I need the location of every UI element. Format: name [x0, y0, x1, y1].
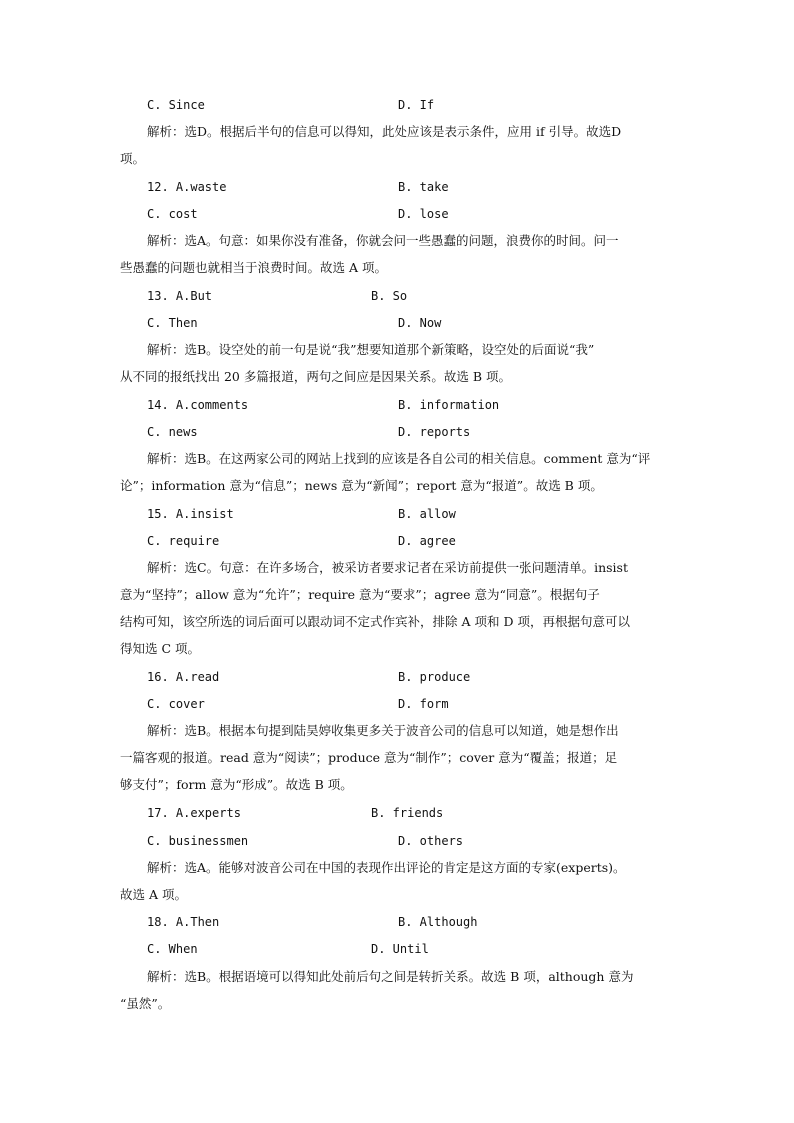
q11-option-d: D. If [398, 98, 435, 112]
q14-analysis-line: 解析：选B。在这两家公司的网站上找到的应该是各自公司的相关信息。comment 意为“评 [147, 451, 651, 466]
q18-analysis-line: 解析：选B。根据语境可以得知此处前后句之间是转折关系。故选 B 项，although 意为 [147, 969, 634, 984]
q12-option-d: D. lose [398, 207, 449, 221]
q15-analysis-line: 意为“坚持”；allow 意为“允许”；require 意为“要求”；agree 意为“同意”。根据句子 [120, 587, 600, 602]
q13-option-b: B. So [371, 289, 408, 303]
q14-analysis-line: 论”；information 意为“信息”；news 意为“新闻”；report 意为“报道”。故选 B 项。 [120, 478, 603, 493]
q11-option-c: C. Since [147, 98, 205, 112]
q13-option-a: 13. A.But [147, 289, 213, 303]
q15-analysis-line: 得知选 C 项。 [120, 641, 201, 656]
q16-analysis-line: 一篇客观的报道。read 意为“阅读”；produce 意为“制作”；cover 意为“覆盖；报道；足 [120, 750, 618, 765]
q14-option-b: B. information [398, 398, 500, 412]
q16-option-a: 16. A.read [147, 670, 220, 684]
q18-analysis-line: “虽然”。 [120, 996, 171, 1011]
q16-option-d: D. form [398, 697, 449, 711]
q17-analysis-line: 故选 A 项。 [120, 887, 187, 902]
q17-option-d: D. others [398, 834, 464, 848]
q11-analysis-line: 项。 [120, 151, 146, 166]
q16-analysis-line: 解析：选B。根据本句提到陆昊婷收集更多关于波音公司的信息可以知道，她是想作出 [147, 723, 619, 738]
q13-analysis-line: 解析：选B。设空处的前一句是说“我”想要知道那个新策略，设空处的后面说“我” [147, 342, 595, 357]
q15-analysis-line: 结构可知，该空所选的词后面可以跟动词不定式作宾补，排除 A 项和 D 项，再根据句意可以 [120, 614, 630, 629]
q13-option-c: C. Then [147, 316, 198, 330]
q17-option-a: 17. A.experts [147, 806, 241, 820]
q18-option-a: 18. A.Then [147, 915, 220, 929]
q15-option-d: D. agree [398, 534, 456, 548]
q17-option-c: C. businessmen [147, 834, 249, 848]
q16-option-c: C. cover [147, 697, 205, 711]
q15-option-a: 15. A.insist [147, 507, 234, 521]
q12-option-a: 12. A.waste [147, 180, 227, 194]
q12-option-b: B. take [398, 180, 449, 194]
q14-option-a: 14. A.comments [147, 398, 249, 412]
q15-option-c: C. require [147, 534, 220, 548]
q18-option-b: B. Although [398, 915, 478, 929]
q15-analysis-line: 解析：选C。句意：在许多场合，被采访者要求记者在采访前提供一张问题清单。insist [147, 560, 628, 575]
q18-option-c: C. When [147, 942, 198, 956]
q12-analysis-line: 解析：选A。句意：如果你没有准备，你就会问一些愚蠢的问题，浪费你的时间。问一 [147, 233, 619, 248]
q17-analysis-line: 解析：选A。能够对波音公司在中国的表现作出评论的肯定是这方面的专家(experts)。 [147, 860, 626, 875]
q13-analysis-line: 从不同的报纸找出 20 多篇报道，两句之间应是因果关系。故选 B 项。 [120, 369, 511, 384]
q14-option-c: C. news [147, 425, 198, 439]
q16-analysis-line: 够支付”；form 意为“形成”。故选 B 项。 [120, 777, 353, 792]
q15-option-b: B. allow [398, 507, 456, 521]
q13-option-d: D. Now [398, 316, 442, 330]
q12-analysis-line: 些愚蠢的问题也就相当于浪费时间。故选 A 项。 [120, 260, 387, 275]
q11-analysis-line: 解析：选D。根据后半句的信息可以得知，此处应该是表示条件，应用 if 引导。故选D [147, 124, 622, 139]
q18-option-d: D. Until [371, 942, 429, 956]
q16-option-b: B. produce [398, 670, 471, 684]
q12-option-c: C. cost [147, 207, 198, 221]
q14-option-d: D. reports [398, 425, 471, 439]
q17-option-b: B. friends [371, 806, 444, 820]
